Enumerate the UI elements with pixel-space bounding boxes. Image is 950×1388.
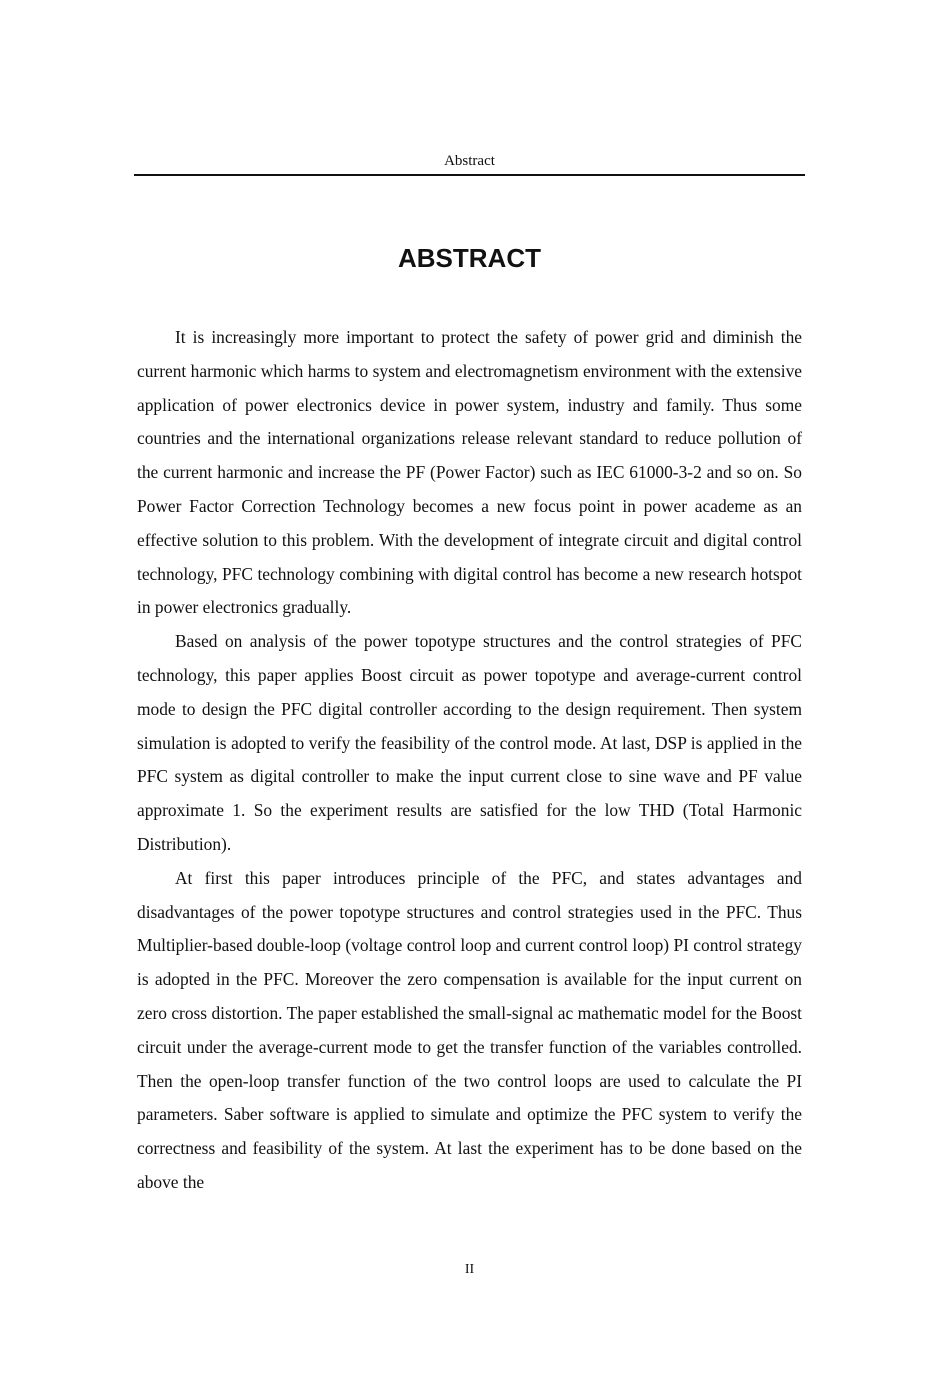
paragraph-3: At first this paper introduces principle of the PFC, and states advantages and disadvantages of the power topotype structures and control strategies used in the PFC. Thus Multiplier-based double-loop (voltage control loop and current control loop) PI control strategy is adopted in the PFC. Moreover the zero compensation is available for the input current on zero cross distortion. The paper established the small-signal ac mathematic model for the Boost circuit under the average-current mode to get the transfer function of the variables controlled. Then the open-loop transfer function of the two control loops are used to calculate the PI parameters. Saber software is applied to simulate and optimize the PFC system to verify the correctness and feasibility of the system. At last the experiment has to be done based on the above the (137, 867, 802, 1192)
header-rule (134, 174, 805, 176)
page-number: II (464, 1262, 475, 1277)
paragraph-1: It is increasingly more important to protect the safety of power grid and diminish the current harmonic which harms to system and electromagnetism environment with the extensive application of power electronics device in power system, industry and family. Thus some countries and the international organizations release relevant standard to reduce pollution of the current harmonic and increase the PF (Power Factor) such as IEC 61000-3-2 and so on. So Power Factor Correction Technology becomes a new focus point in power academe as an effective solution to this problem. With the development of integrate circuit and digital control technology, PFC technology combining with digital control has become a new research hotspot in power electronics gradually. (137, 327, 802, 618)
page-title: ABSTRACT (398, 243, 541, 273)
paragraph-2: Based on analysis of the power topotype structures and the control strategies of PFC technology, this paper applies Boost circuit as power topotype and average-current control mode to design the PFC digital controller according to the design requirement. Then system simulation is adopted to verify the feasibility of the control mode. At last, DSP is applied in the PFC system as digital controller to make the input current close to sine wave and PF value approximate 1. So the experiment results are satisfied for the low THD (Total Harmonic Distribution). (137, 631, 802, 854)
abstract-body (137, 321, 802, 1200)
running-header: Abstract (444, 153, 495, 169)
